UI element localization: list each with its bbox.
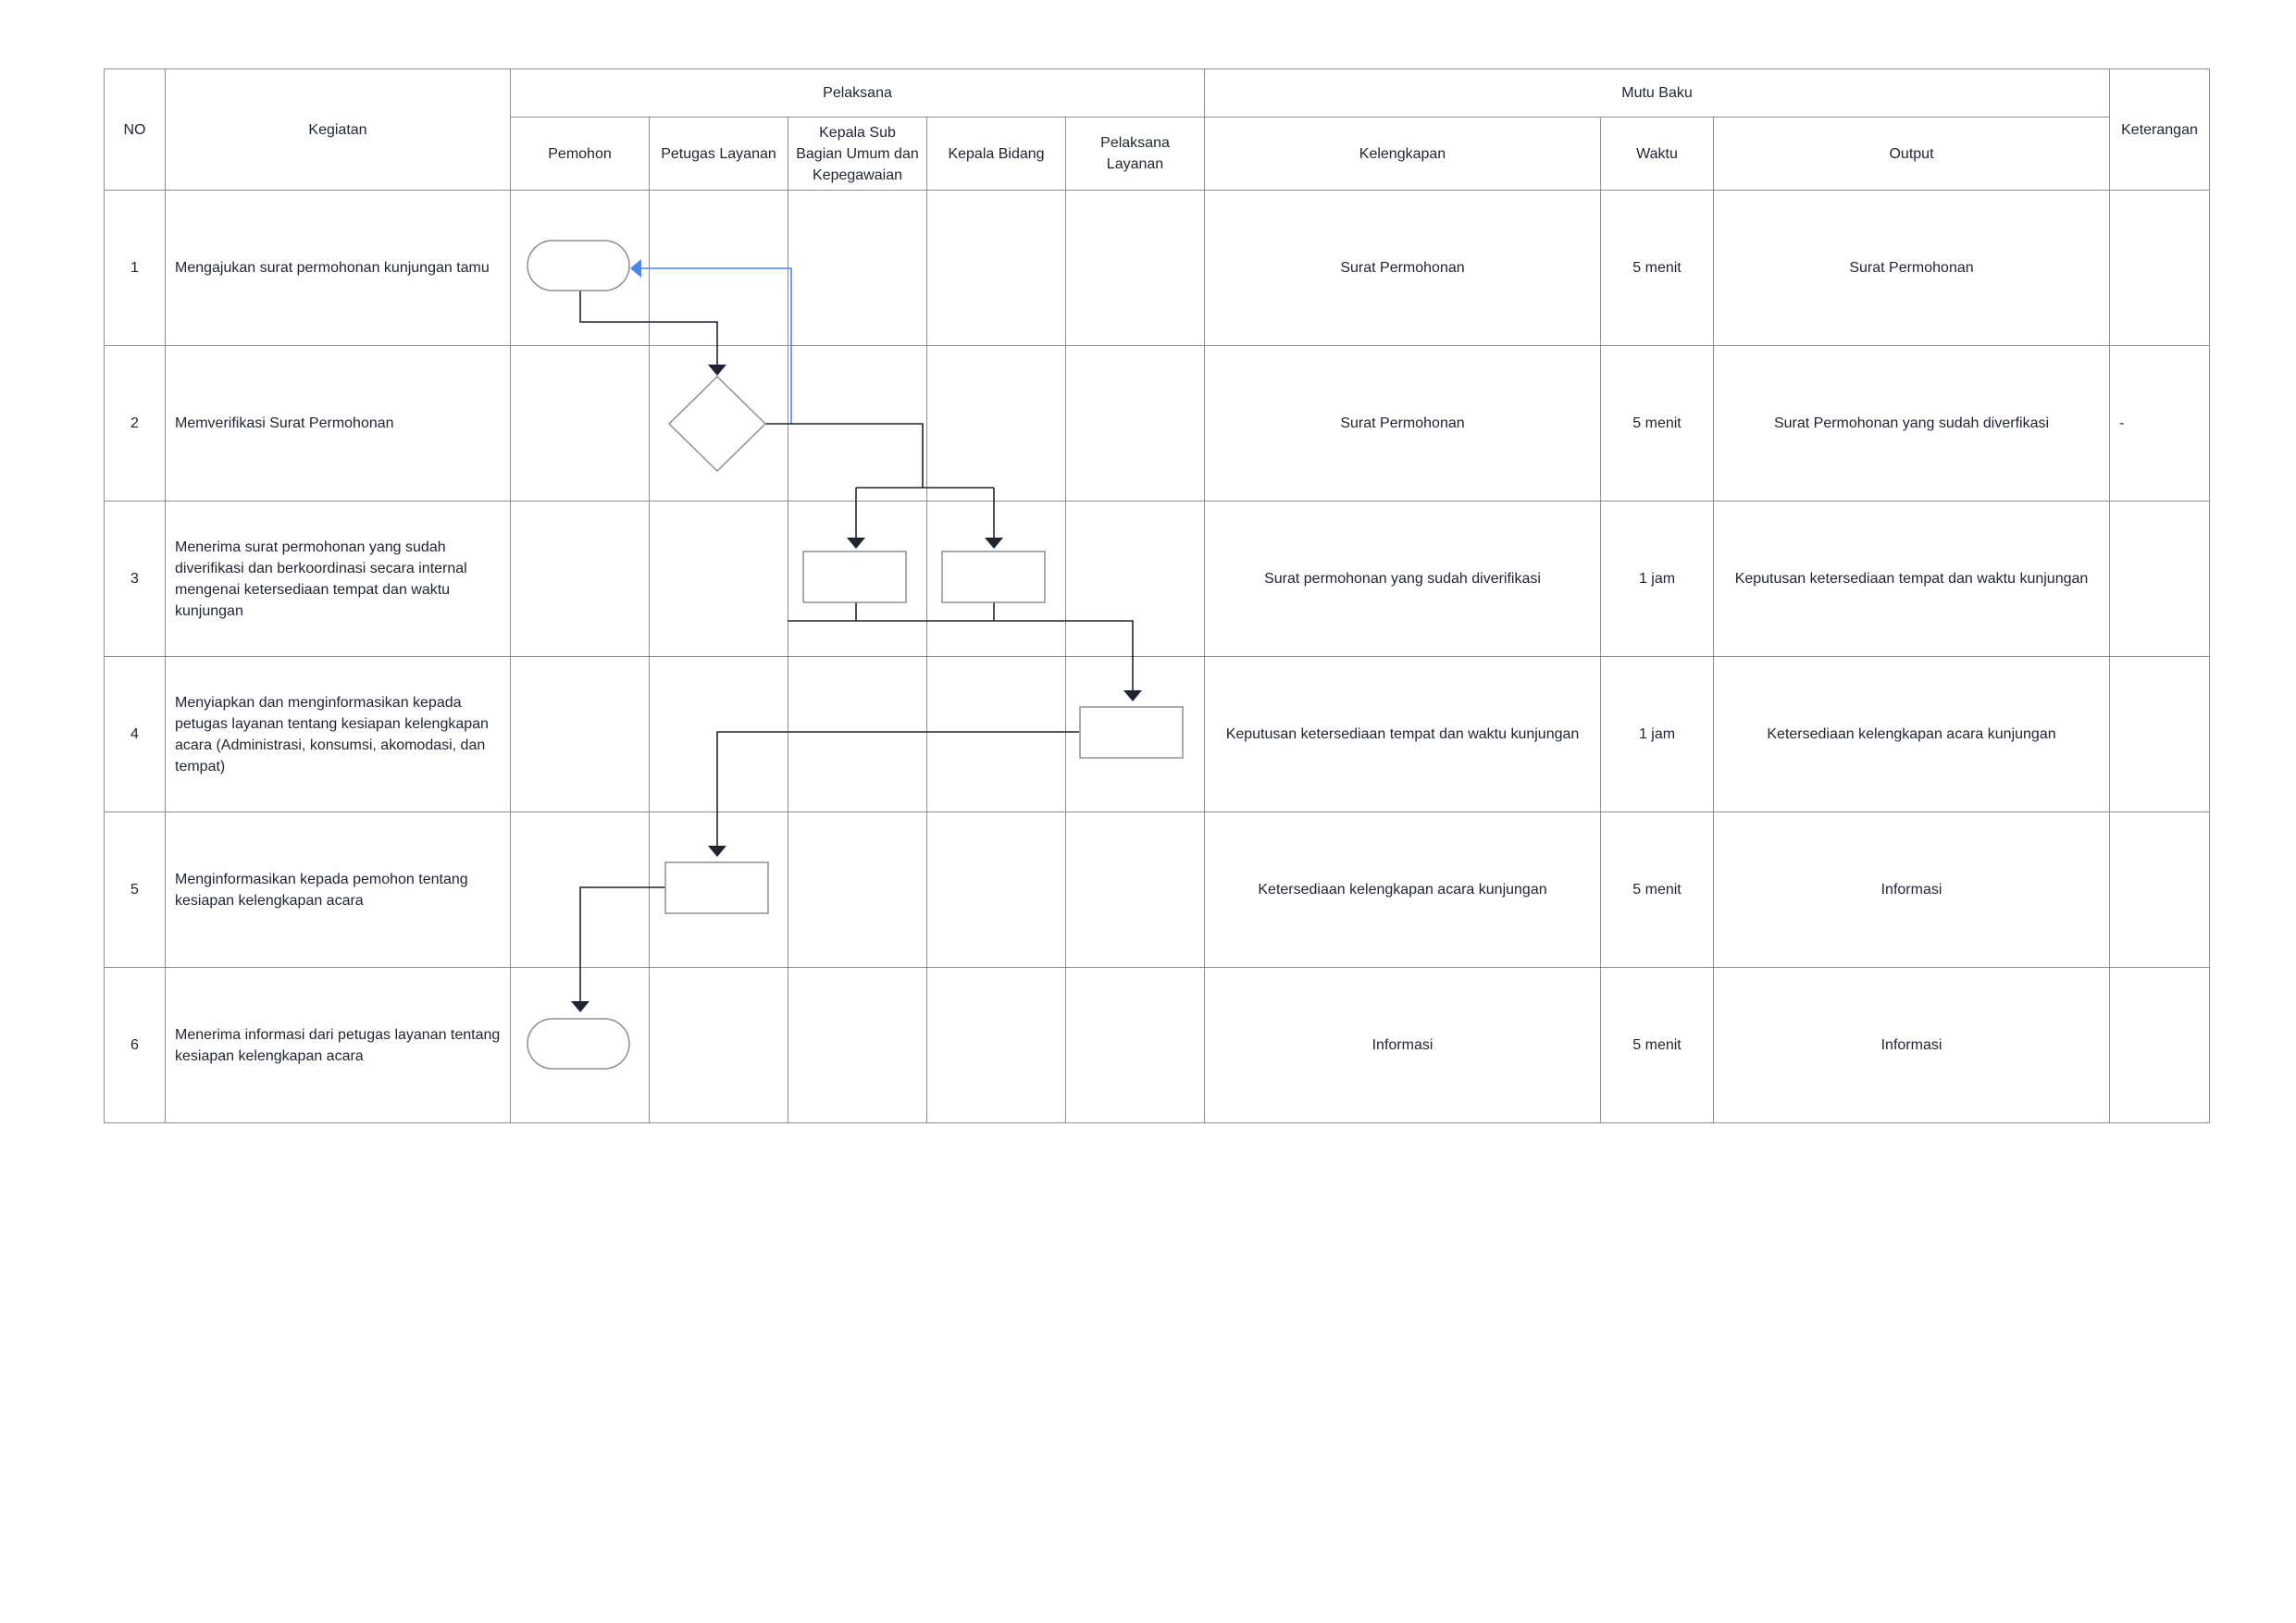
row-output: Informasi [1714, 812, 2110, 968]
row-no: 6 [105, 968, 166, 1123]
lane-cell [650, 502, 788, 657]
row-no: 4 [105, 657, 166, 812]
lane-header-pemohon: Pemohon [511, 118, 650, 191]
lane-cell [650, 191, 788, 346]
lane-cell [927, 968, 1066, 1123]
row-keterangan [2110, 191, 2210, 346]
row-output: Informasi [1714, 968, 2110, 1123]
row-waktu: 5 menit [1601, 968, 1714, 1123]
lane-cell [927, 502, 1066, 657]
lane-cell [650, 346, 788, 502]
header-kegiatan: Kegiatan [166, 69, 511, 191]
lane-header-petugas-layanan: Petugas Layanan [650, 118, 788, 191]
lane-cell [511, 812, 650, 968]
row-no: 3 [105, 502, 166, 657]
header-pelaksana: Pelaksana [511, 69, 1205, 118]
row-kegiatan: Menerima surat permohonan yang sudah diverifikasi dan berkoordinasi secara internal mengenai ketersediaan tempat dan waktu kunjungan [166, 502, 511, 657]
row-kegiatan: Menyiapkan dan menginformasikan kepada petugas layanan tentang kesiapan kelengkapan acara (Administrasi, konsumsi, akomodasi, dan tempat) [166, 657, 511, 812]
lane-cell [788, 812, 927, 968]
row-keterangan [2110, 812, 2210, 968]
lane-cell [1066, 812, 1205, 968]
lane-cell [927, 191, 1066, 346]
row-output: Surat Permohonan yang sudah diverfikasi [1714, 346, 2110, 502]
row-kegiatan: Memverifikasi Surat Permohonan [166, 346, 511, 502]
lane-cell [650, 657, 788, 812]
lane-cell [1066, 346, 1205, 502]
lane-header-kepala-bidang: Kepala Bidang [927, 118, 1066, 191]
row-keterangan [2110, 502, 2210, 657]
lane-cell [788, 191, 927, 346]
row-no: 1 [105, 191, 166, 346]
row-kelengkapan: Surat Permohonan [1205, 191, 1601, 346]
row-keterangan [2110, 968, 2210, 1123]
row-no: 2 [105, 346, 166, 502]
lane-cell [511, 657, 650, 812]
sop-table [104, 68, 2210, 1123]
row-waktu: 5 menit [1601, 191, 1714, 346]
row-no: 5 [105, 812, 166, 968]
row-keterangan [2110, 657, 2210, 812]
row-waktu: 1 jam [1601, 657, 1714, 812]
lane-cell [1066, 502, 1205, 657]
row-output: Ketersediaan kelengkapan acara kunjungan [1714, 657, 2110, 812]
lane-cell [788, 968, 927, 1123]
row-kelengkapan: Ketersediaan kelengkapan acara kunjungan [1205, 812, 1601, 968]
lane-cell [1066, 657, 1205, 812]
lane-cell [1066, 191, 1205, 346]
row-kelengkapan: Keputusan ketersediaan tempat dan waktu kunjungan [1205, 657, 1601, 812]
header-waktu: Waktu [1601, 118, 1714, 191]
lane-cell [788, 346, 927, 502]
row-kegiatan: Menginformasikan kepada pemohon tentang kesiapan kelengkapan acara [166, 812, 511, 968]
table-row [105, 346, 2210, 502]
lane-cell [927, 812, 1066, 968]
table-row [105, 191, 2210, 346]
row-waktu: 5 menit [1601, 812, 1714, 968]
row-output: Keputusan ketersediaan tempat dan waktu kunjungan [1714, 502, 2110, 657]
row-waktu: 1 jam [1601, 502, 1714, 657]
lane-cell [511, 502, 650, 657]
row-kelengkapan: Surat permohonan yang sudah diverifikasi [1205, 502, 1601, 657]
lane-cell [650, 968, 788, 1123]
lane-cell [927, 657, 1066, 812]
row-keterangan: - [2110, 346, 2210, 502]
lane-header-kasubag: Kepala Sub Bagian Umum dan Kepegawaian [788, 118, 927, 191]
lane-header-pelaksana-layanan: Pelaksana Layanan [1066, 118, 1205, 191]
lane-cell [1066, 968, 1205, 1123]
lane-cell [788, 657, 927, 812]
row-kegiatan: Menerima informasi dari petugas layanan tentang kesiapan kelengkapan acara [166, 968, 511, 1123]
row-kelengkapan: Surat Permohonan [1205, 346, 1601, 502]
header-keterangan: Keterangan [2110, 69, 2210, 191]
header-mutu-baku: Mutu Baku [1205, 69, 2110, 118]
lane-cell [650, 812, 788, 968]
header-no: NO [105, 69, 166, 191]
table-row [105, 812, 2210, 968]
lane-cell [927, 346, 1066, 502]
header-output: Output [1714, 118, 2110, 191]
lane-cell [788, 502, 927, 657]
row-kegiatan: Mengajukan surat permohonan kunjungan tamu [166, 191, 511, 346]
header-kelengkapan: Kelengkapan [1205, 118, 1601, 191]
row-waktu: 5 menit [1601, 346, 1714, 502]
table-row [105, 502, 2210, 657]
table-row [105, 968, 2210, 1123]
row-output: Surat Permohonan [1714, 191, 2110, 346]
lane-cell [511, 968, 650, 1123]
lane-cell [511, 346, 650, 502]
lane-cell [511, 191, 650, 346]
row-kelengkapan: Informasi [1205, 968, 1601, 1123]
table-row [105, 657, 2210, 812]
